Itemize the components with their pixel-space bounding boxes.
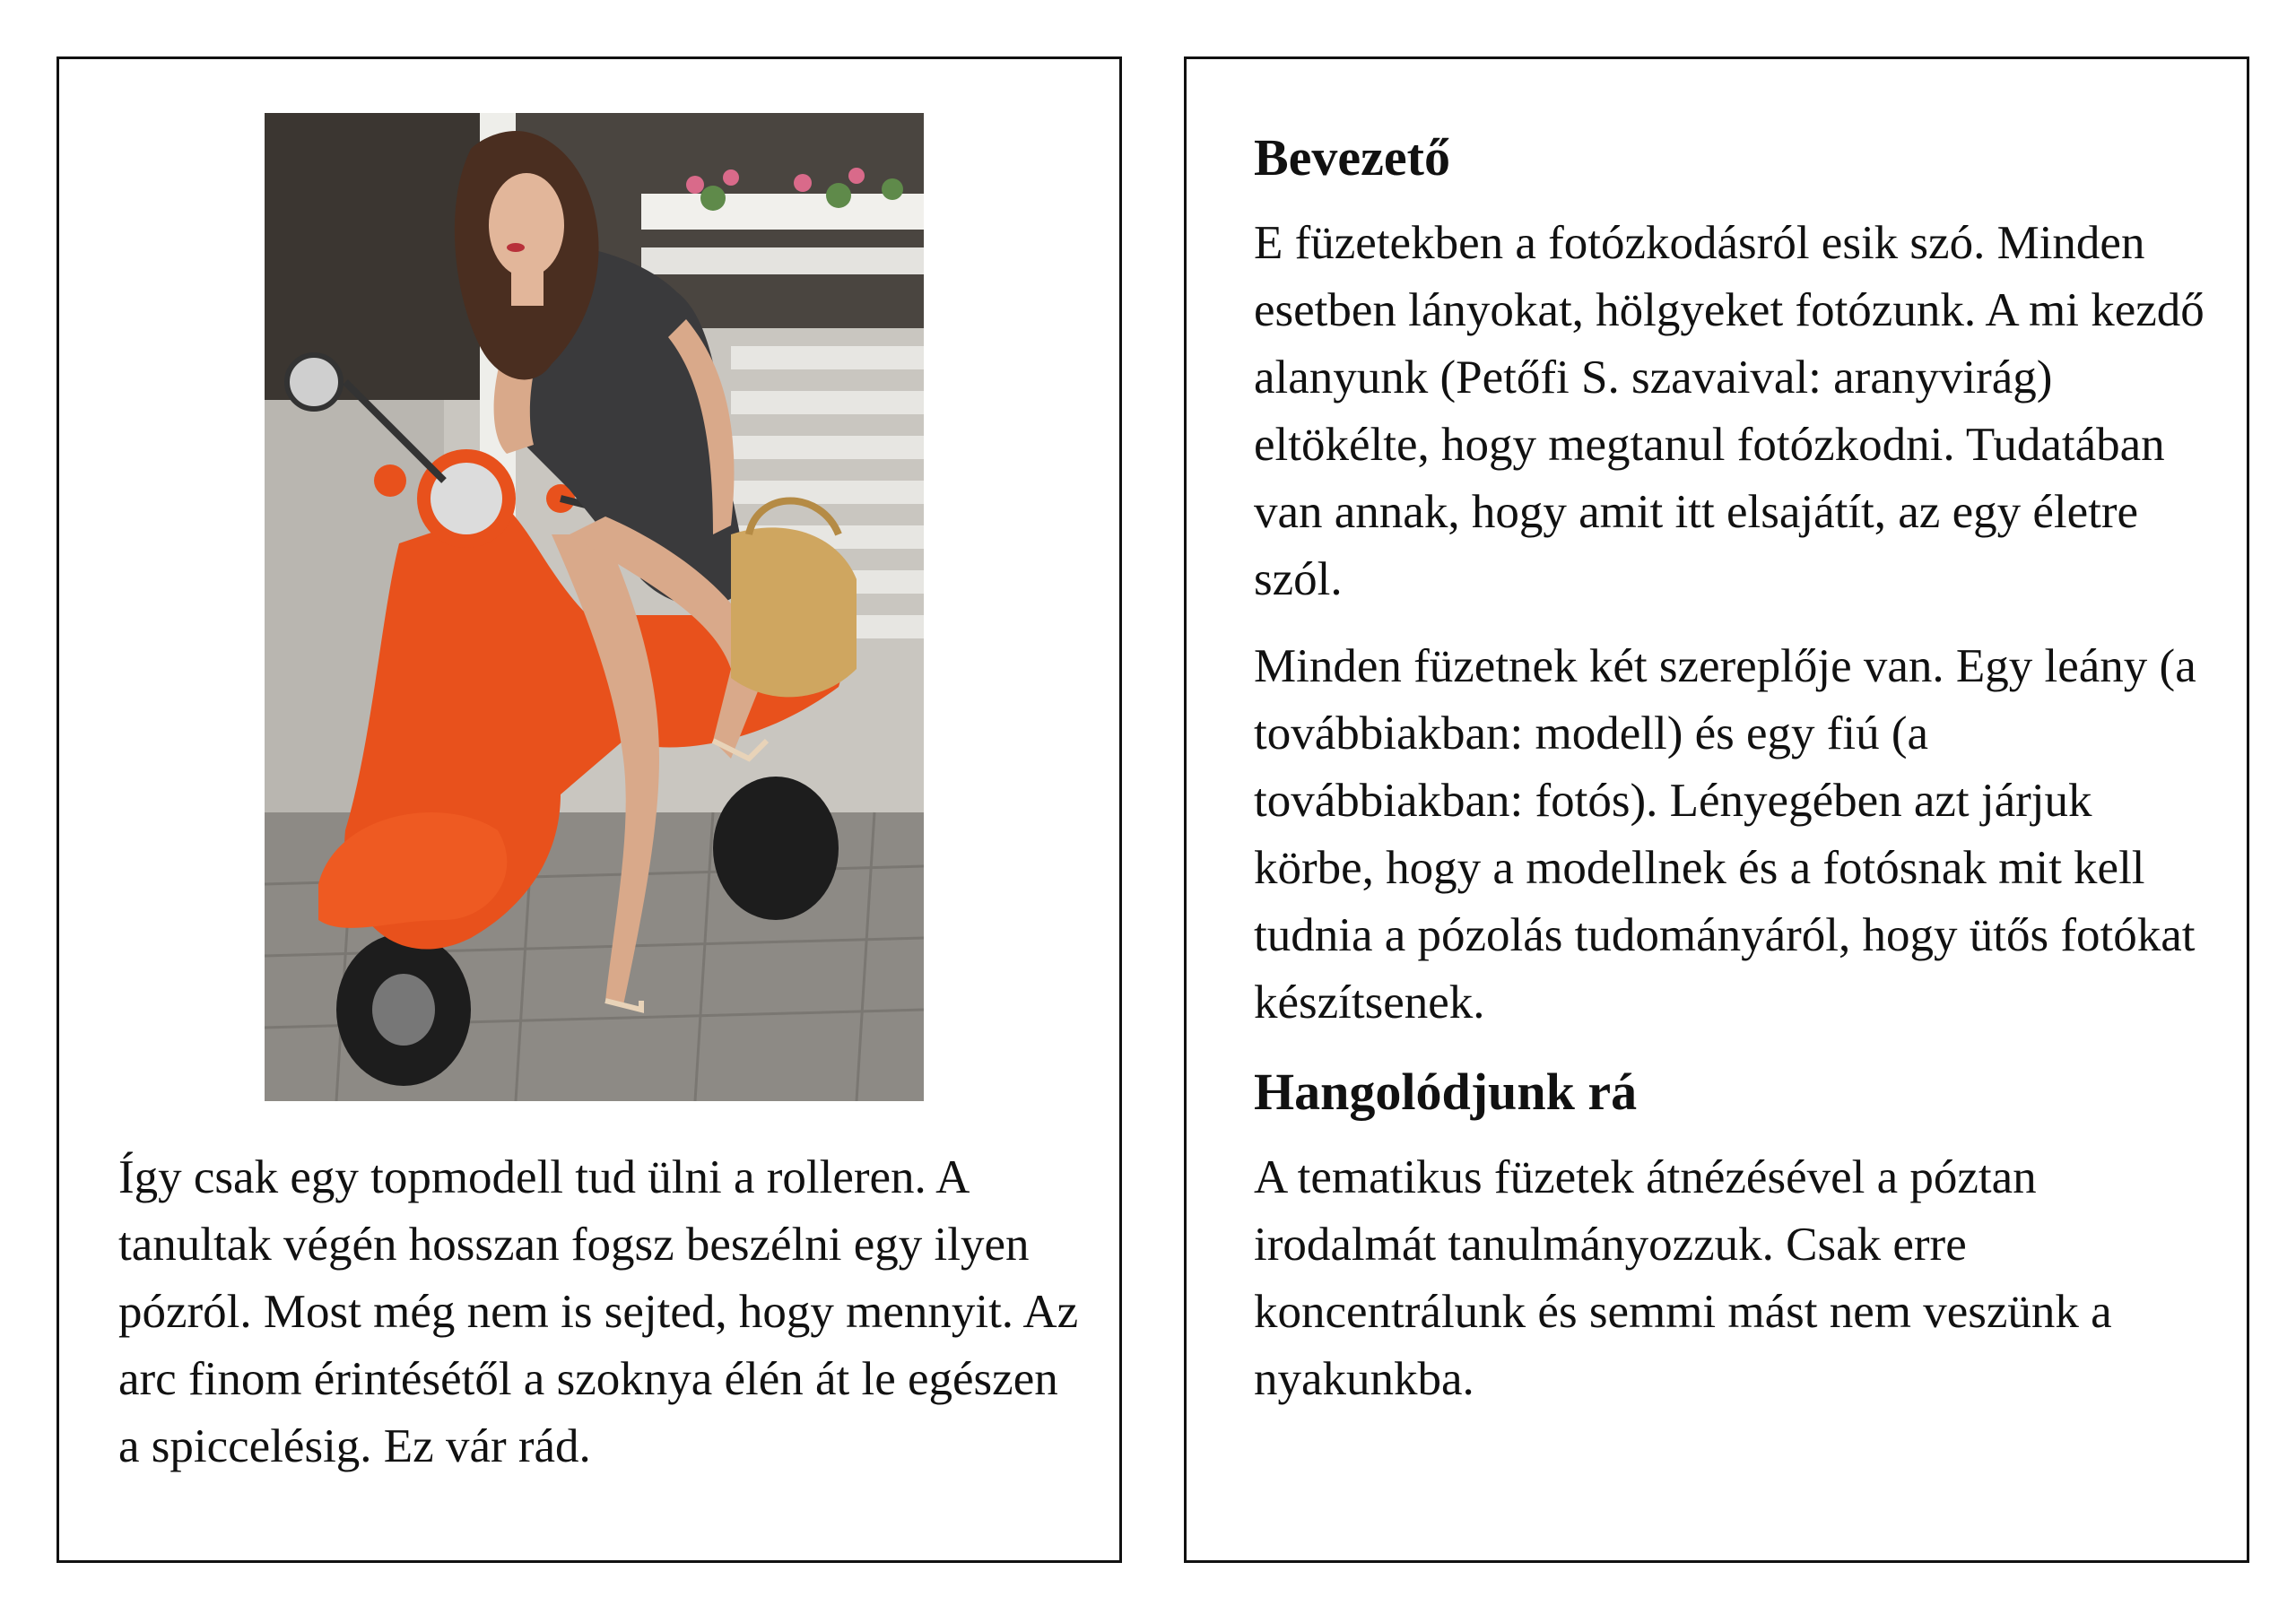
- model-scooter-illustration: [265, 113, 924, 1101]
- right-page: [1184, 56, 2249, 1563]
- left-page: [57, 56, 1122, 1563]
- right-page-content: [1254, 122, 2205, 1433]
- photo-caption: Így csak egy topmodell tud ülni a rolleren. A tanultak végén hosszan fogsz beszélni egy ilyen pózról. Most még nem is sejted, hogy mennyit. Az arc finom érintésétől a szoknya élén át le egészen a spiccelésig. Ez vár rád.: [118, 1151, 1079, 1472]
- heading-bevezeto: Bevezető: [1254, 128, 1450, 187]
- paragraph-intro-2: Minden füzetnek két szereplője van. Egy leány (a továbbiakban: modell) és egy fiú (a továbbiakban: fotós). Lényegében azt járjuk körbe, hogy a modellnek és a fotósnak mit kell tudnia a pózolás tudományáról, hogy ütős fotókat készítsenek.: [1254, 640, 2196, 1028]
- paragraph-intro-1: E füzetekben a fotózkodásról esik szó. Minden esetben lányokat, hölgyeket fotózunk. A mi kezdő alanyunk (Petőfi S. szavaival: aranyvirág) eltökélte, hogy megtanul fotózkodni. Tudatában van annak, hogy amit itt elsajátít, az egy életre szól.: [1254, 217, 2205, 605]
- photo-model-on-scooter: [265, 113, 924, 1101]
- paragraph-hangolodjunk: A tematikus füzetek átnézésével a póztan irodalmát tanulmányozzuk. Csak erre koncentrálunk és semmi mást nem veszünk a nyakunkba.: [1254, 1151, 2112, 1405]
- heading-hangolodjunk: Hangolódjunk rá: [1254, 1063, 1638, 1121]
